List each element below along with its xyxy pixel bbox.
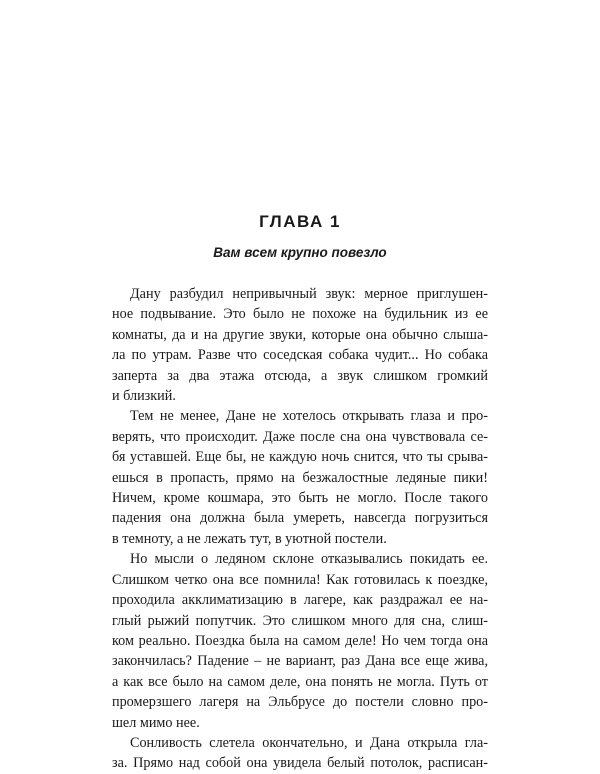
chapter-body <box>112 284 488 774</box>
text-line: Слишком четко она все помнила! Как готовилась к поездке, <box>112 571 488 588</box>
text-line: ком реально. Поездка была на самом деле! Но чем тогда она <box>112 632 488 649</box>
text-line: закончилась? Падение – не вариант, раз Дана все еще жива, <box>112 653 488 670</box>
text-line: падения она должна была умереть, навсегда погрузиться <box>112 510 488 527</box>
paragraph <box>112 284 488 406</box>
text-line: шел мимо нее. <box>112 714 200 731</box>
text-line: Дану разбудил непривычный звук: мерное приглушен- <box>130 286 488 302</box>
text-line: глый рыжий попутчик. Это слишком много для сна, слиш- <box>112 612 488 629</box>
chapter-subtitle: Вам всем крупно повезло <box>213 245 387 260</box>
text-line: за. Прямо над собой она увидела белый потолок, расписан- <box>112 755 488 772</box>
text-line: проходила акклиматизацию в лагере, как раздражал ее на- <box>112 592 488 609</box>
paragraph <box>112 549 488 733</box>
text-line: верять, что происходит. Даже после сна она чувствовала се- <box>112 428 488 445</box>
text-line: Ничем, кроме кошмара, это быть не могло. После такого <box>112 490 488 507</box>
text-line: Сонливость слетела окончательно, и Дана открыла гла- <box>130 734 488 751</box>
text-line: Тем не менее, Дане не хотелось открывать глаза и про- <box>130 408 488 425</box>
text-line: Но мысли о ледяном склоне отказывались покидать ее. <box>130 551 488 568</box>
text-line: а как все было на самом деле, она понять не могла. Путь от <box>112 673 488 690</box>
text-line: заперта за два этажа отсюда, а звук слишком громкий <box>112 367 488 384</box>
paragraph <box>112 406 488 549</box>
text-line: ное подвывание. Это было не похоже на будильник из ее <box>112 306 488 323</box>
text-line: в темноту, а не лежать тут, в уютной постели. <box>112 530 387 547</box>
text-line: бя уставшей. Еще бы, не каждую ночь снится, что ты срыва- <box>112 449 488 466</box>
text-line: ешься в пропасть, прямо на безжалостные ледяные пики! <box>112 469 488 486</box>
text-line: ла по утрам. Разве что соседская собака чудит... Но собака <box>112 347 488 364</box>
text-line: и близкий. <box>112 388 176 405</box>
text-line: комнаты, да и на другие звуки, которые она обычно слыша- <box>112 326 488 343</box>
text-line: промерзшего лагеря на Эльбрусе до постели словно про- <box>112 694 488 711</box>
chapter-title: ГЛАВА 1 <box>259 212 341 231</box>
paragraph <box>112 733 488 774</box>
